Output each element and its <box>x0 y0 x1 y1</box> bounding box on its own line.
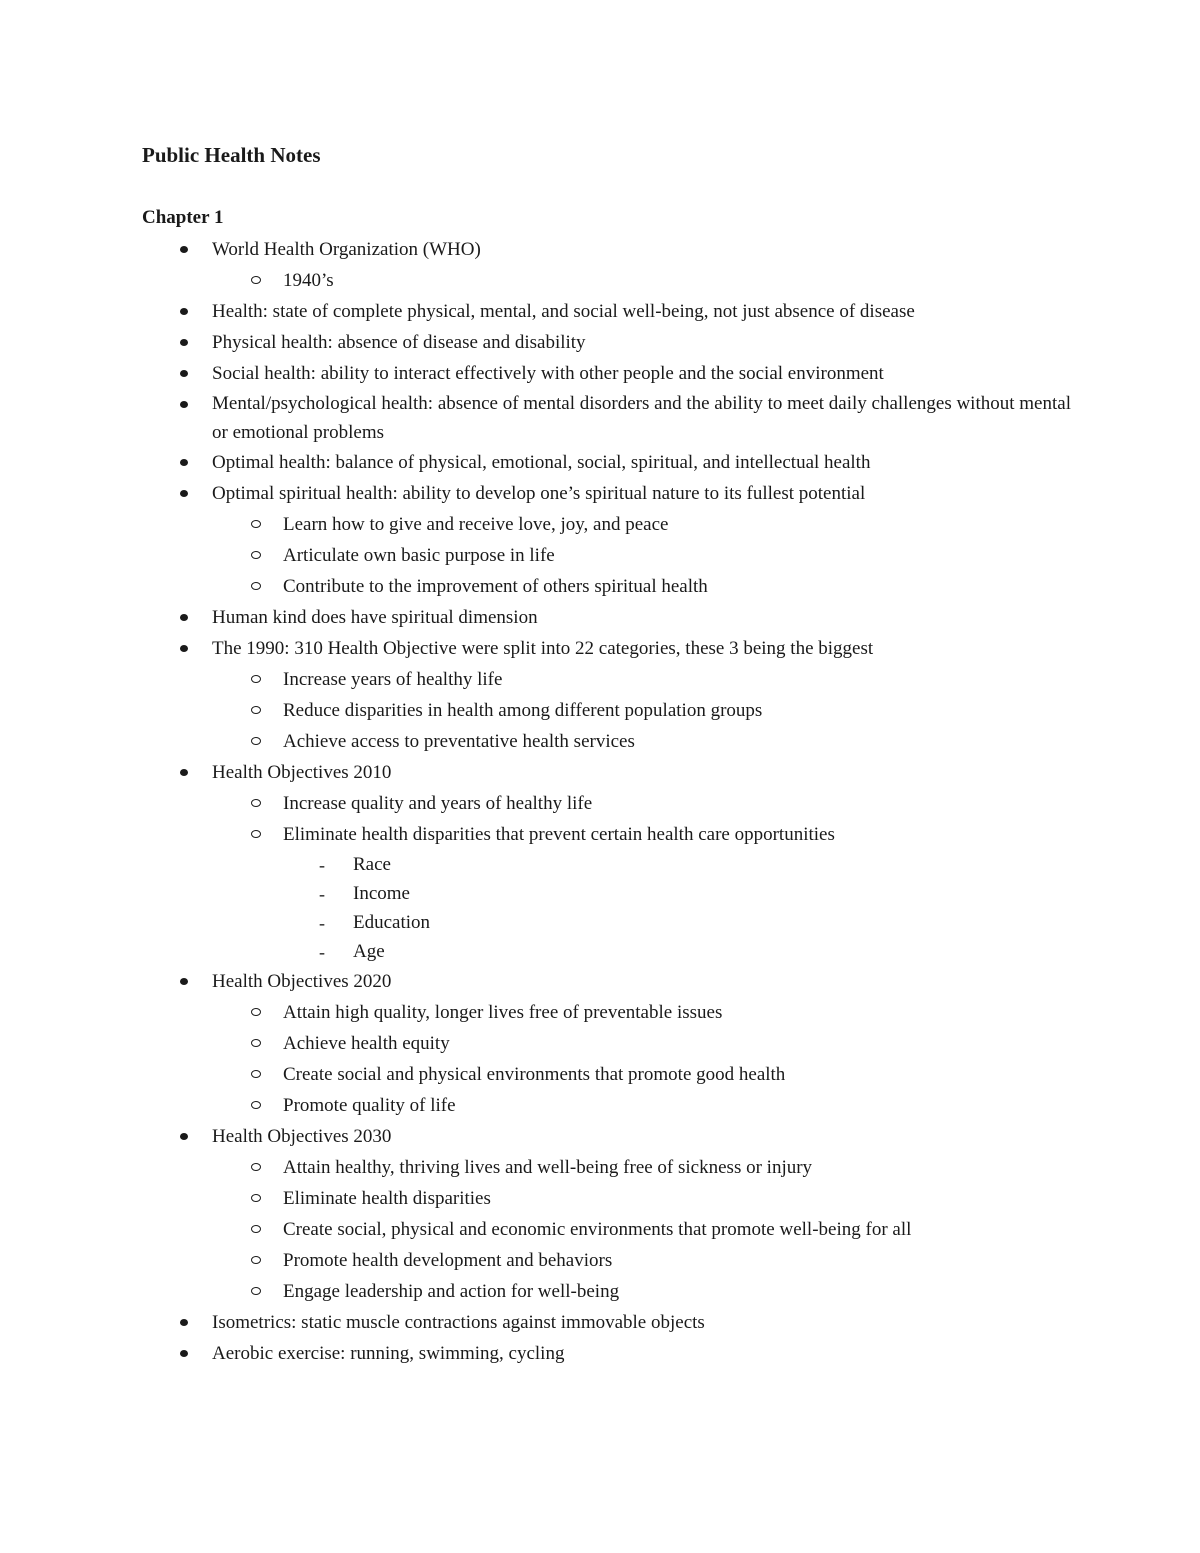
list-item: Increase years of healthy life <box>0 664 1073 695</box>
document-title: Public Health Notes <box>142 143 321 167</box>
list-item: Health: state of complete physical, mental, and social well-being, not just absence of disease <box>0 296 1072 327</box>
list-item: Isometrics: static muscle contractions against immovable objects <box>0 1307 1072 1338</box>
bullet-circle-icon <box>248 1276 264 1307</box>
bullet-disc-icon <box>176 633 192 664</box>
list-item: Contribute to the improvement of others spiritual health <box>0 571 1073 602</box>
list-item: Achieve health equity <box>0 1028 1073 1059</box>
list-item: Human kind does have spiritual dimension <box>0 602 1072 633</box>
bullet-circle-icon <box>248 695 264 726</box>
list-item: Attain high quality, longer lives free of preventable issues <box>0 997 1073 1028</box>
bullet-circle-icon <box>248 1152 264 1183</box>
notes-list <box>0 234 1200 1369</box>
bullet-circle-icon <box>248 1028 264 1059</box>
bullet-disc-icon <box>176 1338 192 1369</box>
list-item: Physical health: absence of disease and disability <box>0 327 1072 358</box>
chapter-heading: Chapter 1 <box>142 207 224 228</box>
list-item: Create social and physical environments that promote good health <box>0 1059 1073 1090</box>
list-item: Social health: ability to interact effectively with other people and the social environment <box>0 358 1072 389</box>
bullet-circle-icon <box>248 726 264 757</box>
bullet-disc-icon <box>176 966 192 997</box>
bullet-circle-icon <box>248 788 264 819</box>
bullet-disc-icon <box>176 478 192 509</box>
bullet-circle-icon <box>248 540 264 571</box>
bullet-disc-icon <box>176 602 192 633</box>
list-item: Optimal spiritual health: ability to develop one’s spiritual nature to its fullest potential <box>0 478 1072 509</box>
bullet-dash-icon: - <box>319 855 325 875</box>
bullet-circle-icon <box>248 1090 264 1121</box>
list-item: Promote health development and behaviors <box>0 1245 1073 1276</box>
bullet-circle-icon <box>248 1214 264 1245</box>
bullet-disc-icon <box>176 1307 192 1338</box>
bullet-circle-icon <box>248 571 264 602</box>
list-item: Increase quality and years of healthy life <box>0 788 1073 819</box>
bullet-disc-icon <box>176 757 192 788</box>
list-item: Health Objectives 2020 <box>0 966 1072 997</box>
bullet-disc-icon <box>176 1121 192 1152</box>
bullet-circle-icon <box>248 1245 264 1276</box>
bullet-circle-icon <box>248 997 264 1028</box>
bullet-disc-icon <box>176 234 192 265</box>
list-item: Health Objectives 2030 <box>0 1121 1072 1152</box>
bullet-disc-icon <box>176 327 192 358</box>
bullet-circle-icon <box>248 819 264 850</box>
list-item: Create social, physical and economic environments that promote well-being for all <box>0 1214 1073 1245</box>
list-item: Reduce disparities in health among different population groups <box>0 695 1073 726</box>
bullet-disc-icon <box>176 358 192 389</box>
list-item: Health Objectives 2010 <box>0 757 1072 788</box>
list-item: Learn how to give and receive love, joy, and peace <box>0 509 1073 540</box>
list-item: Mental/psychological health: absence of mental disorders and the ability to meet daily challenges without mental or emotional problems <box>0 389 1072 447</box>
list-item: 1940’s <box>0 265 1073 296</box>
bullet-dash-icon: - <box>319 884 325 904</box>
bullet-circle-icon <box>248 1183 264 1214</box>
list-item: Promote quality of life <box>0 1090 1073 1121</box>
list-item: Eliminate health disparities <box>0 1183 1073 1214</box>
list-item: Optimal health: balance of physical, emotional, social, spiritual, and intellectual health <box>0 447 1072 478</box>
bullet-dash-icon: - <box>319 942 325 962</box>
list-item: Attain healthy, thriving lives and well-being free of sickness or injury <box>0 1152 1073 1183</box>
bullet-disc-icon <box>176 389 192 420</box>
bullet-circle-icon <box>248 265 264 296</box>
list-item: Achieve access to preventative health services <box>0 726 1073 757</box>
list-item: - Race <box>0 850 1073 879</box>
list-item: - Education <box>0 908 1073 937</box>
bullet-circle-icon <box>248 1059 264 1090</box>
list-item: Articulate own basic purpose in life <box>0 540 1073 571</box>
list-item: - Age <box>0 937 1073 966</box>
bullet-disc-icon <box>176 447 192 478</box>
bullet-dash-icon: - <box>319 913 325 933</box>
bullet-disc-icon <box>176 296 192 327</box>
list-item: The 1990: 310 Health Objective were split into 22 categories, these 3 being the biggest <box>0 633 1072 664</box>
list-item: Engage leadership and action for well-being <box>0 1276 1073 1307</box>
bullet-circle-icon <box>248 664 264 695</box>
bullet-circle-icon <box>248 509 264 540</box>
list-item: Eliminate health disparities that prevent certain health care opportunities <box>0 819 1073 850</box>
list-item: - Income <box>0 879 1073 908</box>
list-item: Aerobic exercise: running, swimming, cycling <box>0 1338 1072 1369</box>
list-item: World Health Organization (WHO) <box>0 234 1072 265</box>
